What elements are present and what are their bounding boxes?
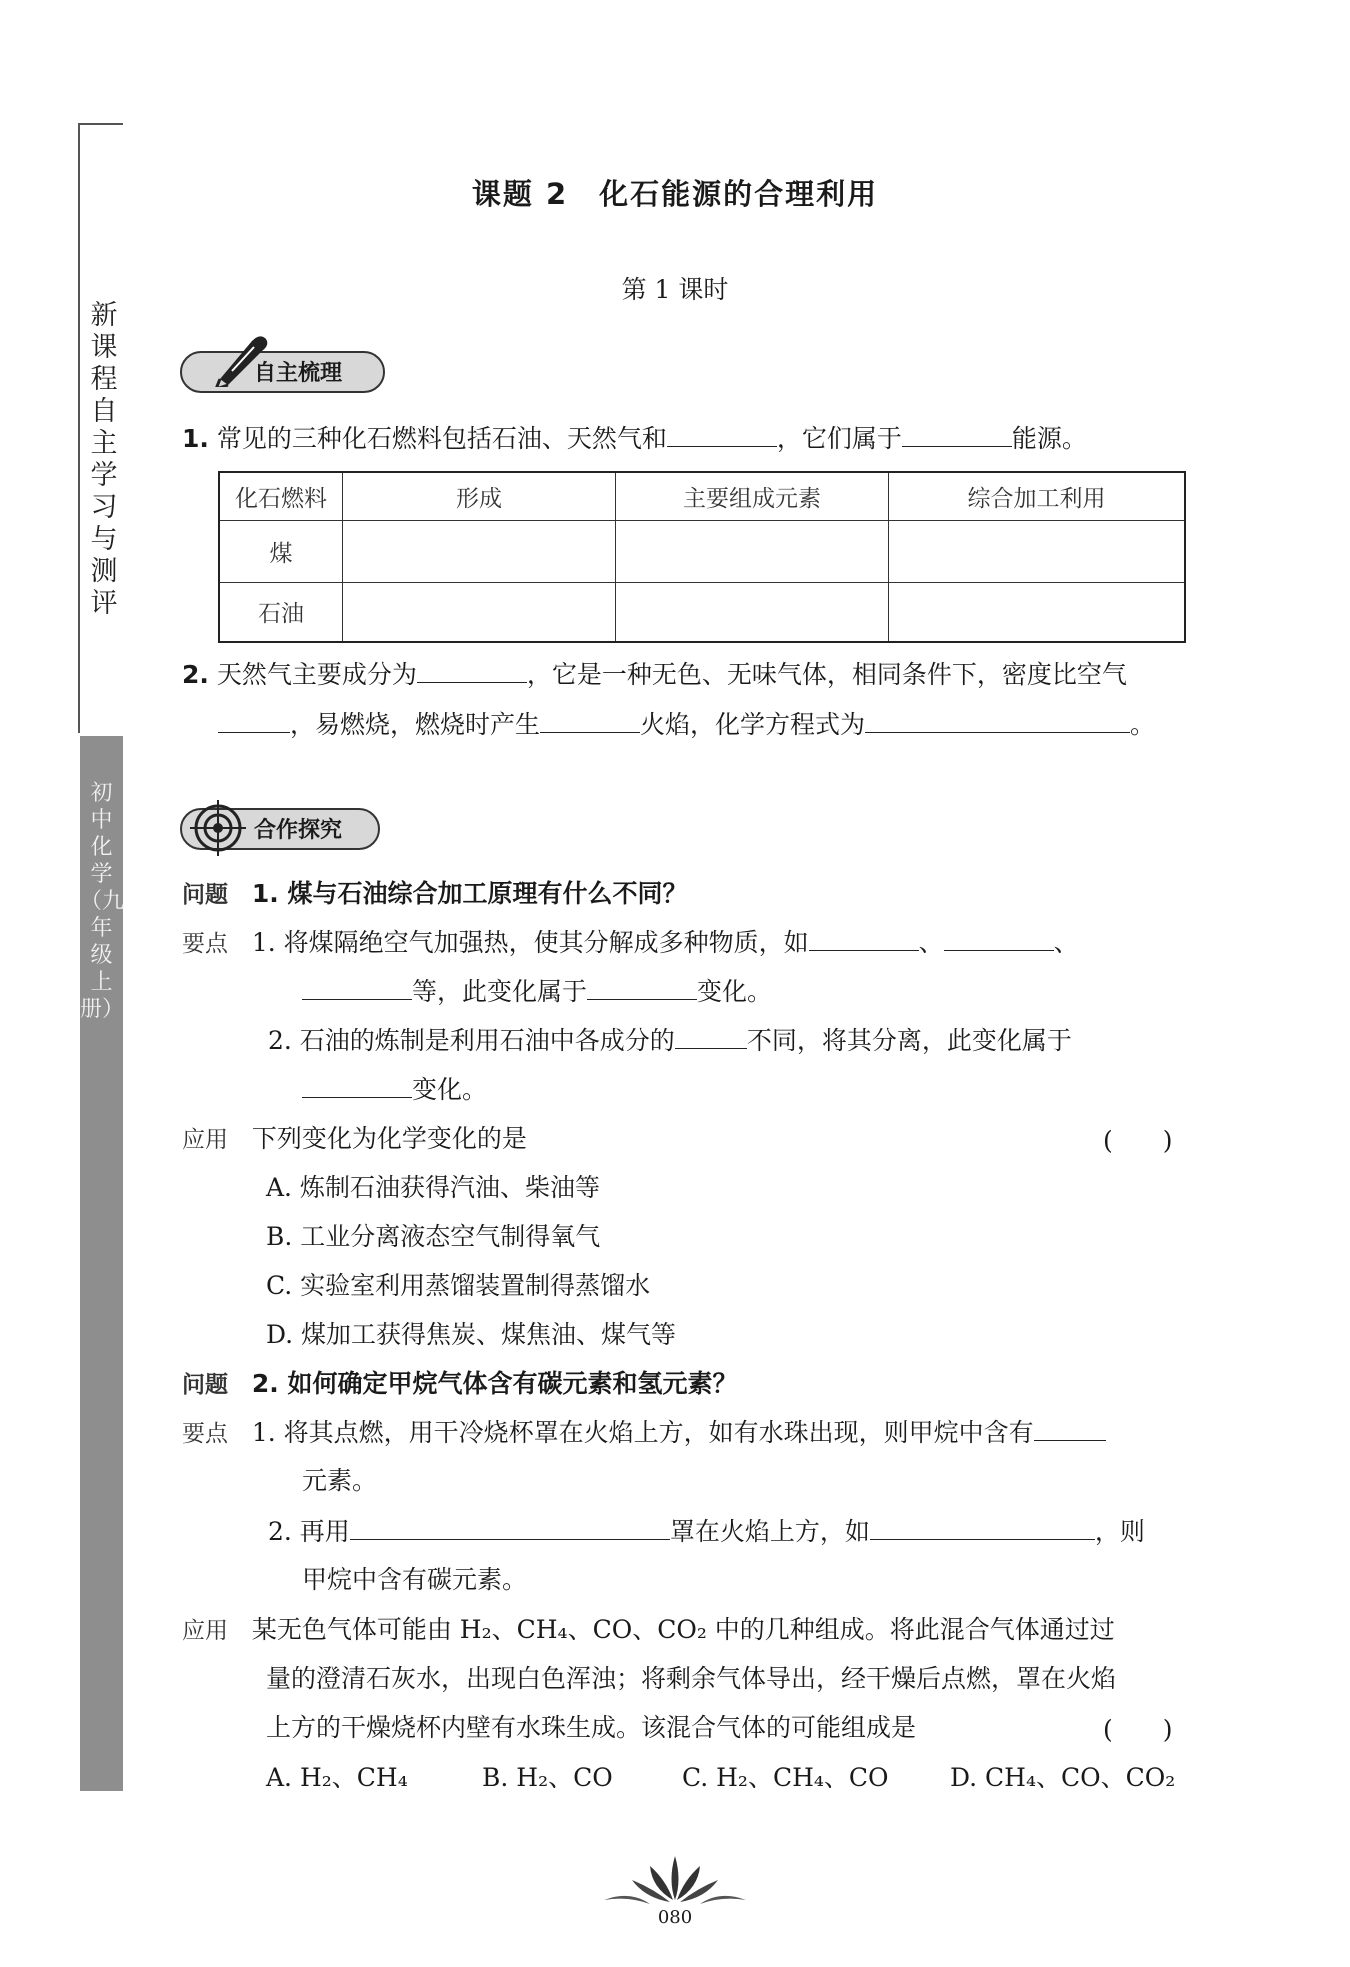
answer-blank[interactable] — [1034, 1414, 1106, 1441]
key-point-2-line-1 — [268, 1513, 1145, 1550]
problem-tag: 问题 — [182, 882, 228, 908]
key-point-2-line-1 — [268, 1022, 1072, 1059]
application-text: 某无色气体可能由 H₂、CH₄、CO、CO₂ 中的几种组成。将此混合气体通过过 — [251, 1615, 1115, 1644]
question-text: 。 — [1130, 710, 1156, 739]
key-point-1-line-1 — [182, 1414, 1106, 1452]
sidebar-subject: 初中化学（九年级上册） — [80, 781, 125, 1022]
fossil-fuel-table — [218, 471, 1186, 643]
answer-blank[interactable] — [667, 420, 777, 447]
answer-blank[interactable] — [870, 1513, 1095, 1540]
pen-icon — [202, 327, 272, 387]
problem-tag: 问题 — [182, 1372, 228, 1398]
question-text: 天然气主要成分为 — [216, 660, 417, 689]
application-tag: 应用 — [182, 1618, 228, 1644]
key-point-1-line-1 — [182, 924, 1079, 962]
answer-parentheses[interactable]: ( ) — [1103, 1126, 1173, 1155]
page-number: 080 — [657, 1907, 693, 1928]
table-header: 化石燃料 — [219, 472, 343, 520]
key-point-text: ，则 — [1094, 1517, 1145, 1546]
question-text: ，它们属于 — [776, 424, 902, 453]
table-cell-input[interactable] — [343, 520, 616, 582]
sidebar-book-title: 新课程自主学习与测评 — [90, 300, 118, 619]
table-header: 综合加工利用 — [889, 472, 1186, 520]
key-point-text: 罩在火焰上方，如 — [669, 1517, 870, 1546]
problem-1 — [182, 876, 687, 913]
answer-blank[interactable] — [350, 1513, 670, 1540]
application-2-line-3: 上方的干燥烧杯内壁有水珠生成。该混合气体的可能组成是 — [266, 1713, 917, 1742]
option-b[interactable]: B. H₂、CO — [482, 1763, 613, 1792]
lesson-subtitle: 第 1 课时 — [621, 275, 729, 304]
table-row — [219, 520, 1185, 582]
answer-blank[interactable] — [944, 924, 1054, 951]
section-badge-label: 合作探究 — [254, 818, 343, 843]
table-cell-input[interactable] — [616, 520, 889, 582]
page-title: 课题 2 化石能源的合理利用 — [471, 177, 879, 211]
application-tag: 应用 — [182, 1127, 228, 1153]
target-icon — [190, 800, 246, 856]
question-number: 1. — [182, 424, 209, 453]
problem-2 — [182, 1366, 737, 1403]
answer-blank[interactable] — [865, 706, 1130, 733]
application-text: 下列变化为化学变化的是 — [251, 1124, 527, 1153]
answer-parentheses[interactable]: ( ) — [1103, 1715, 1173, 1744]
key-point-1-line-2: 元素。 — [302, 1466, 378, 1495]
option-a[interactable]: A. H₂、CH₄ — [266, 1763, 408, 1792]
answer-blank[interactable] — [417, 656, 527, 683]
section-badge-self-study — [180, 351, 385, 393]
option-c[interactable]: C. H₂、CH₄、CO — [682, 1763, 889, 1792]
answer-blank[interactable] — [902, 420, 1012, 447]
key-point-text: 、 — [1053, 928, 1079, 957]
question-2-line-2 — [218, 706, 1155, 743]
table-cell-input[interactable] — [889, 582, 1186, 642]
key-point-1-line-2 — [302, 973, 772, 1010]
key-point-text: 变化。 — [412, 1075, 488, 1104]
key-point-2-line-2 — [302, 1071, 487, 1108]
option-b[interactable]: B. 工业分离液态空气制得氧气 — [266, 1222, 601, 1251]
question-2-line-1 — [182, 656, 1127, 693]
key-point-text: 等，此变化属于 — [412, 977, 588, 1006]
answer-blank[interactable] — [302, 973, 412, 1000]
application-2-line-1 — [182, 1612, 1115, 1649]
problem-text: 2. 如何确定甲烷气体含有碳元素和氢元素？ — [251, 1369, 738, 1398]
answer-blank[interactable] — [540, 706, 640, 733]
table-row-label: 煤 — [219, 520, 343, 582]
table-header: 主要组成元素 — [616, 472, 889, 520]
answer-blank[interactable] — [302, 1071, 412, 1098]
key-point-text: 不同，将其分离，此变化属于 — [746, 1026, 1072, 1055]
question-text: ，它是一种无色、无味气体，相同条件下，密度比空气 — [526, 660, 1127, 689]
key-point-text: 变化。 — [697, 977, 773, 1006]
sidebar-rule — [78, 123, 80, 733]
answer-blank[interactable] — [675, 1022, 747, 1049]
answer-blank[interactable] — [587, 973, 697, 1000]
key-point-text: 2. 再用 — [268, 1517, 350, 1546]
key-point-text: 、 — [918, 928, 944, 957]
option-a[interactable]: A. 炼制石油获得汽油、柴油等 — [266, 1173, 600, 1202]
application-2-line-2: 量的澄清石灰水，出现白色浑浊；将剩余气体导出，经干燥后点燃，罩在火焰 — [266, 1664, 1117, 1693]
question-text: 火焰，化学方程式为 — [640, 710, 866, 739]
section-badge-cooperative — [180, 808, 380, 850]
key-point-tag: 要点 — [182, 1421, 228, 1447]
footer-ornament-icon — [600, 1850, 750, 1908]
key-point-2-line-2: 甲烷中含有碳元素。 — [302, 1565, 528, 1594]
problem-text: 1. 煤与石油综合加工原理有什么不同？ — [251, 879, 688, 908]
key-point-text: 1. 将煤隔绝空气加强热，使其分解成多种物质，如 — [251, 928, 809, 957]
table-cell-input[interactable] — [889, 520, 1186, 582]
table-cell-input[interactable] — [343, 582, 616, 642]
table-cell-input[interactable] — [616, 582, 889, 642]
key-point-text: 1. 将其点燃，用干冷烧杯罩在火焰上方，如有水珠出现，则甲烷中含有 — [251, 1418, 1034, 1447]
answer-blank[interactable] — [218, 706, 290, 733]
section-badge-label: 自主梳理 — [254, 361, 343, 386]
option-c[interactable]: C. 实验室利用蒸馏装置制得蒸馏水 — [266, 1271, 651, 1300]
question-text: 能源。 — [1011, 424, 1087, 453]
table-row-label: 石油 — [219, 582, 343, 642]
question-number: 2. — [182, 660, 209, 689]
table-row — [219, 582, 1185, 642]
option-d[interactable]: D. 煤加工获得焦炭、煤焦油、煤气等 — [266, 1320, 677, 1349]
key-point-tag: 要点 — [182, 931, 228, 957]
question-text: 常见的三种化石燃料包括石油、天然气和 — [216, 424, 667, 453]
sidebar-top-rule — [78, 123, 123, 125]
application-1 — [182, 1121, 527, 1158]
option-d[interactable]: D. CH₄、CO、CO₂ — [950, 1763, 1176, 1792]
table-header: 形成 — [343, 472, 616, 520]
question-text: ，易燃烧，燃烧时产生 — [290, 710, 541, 739]
question-1 — [182, 420, 1087, 457]
answer-blank[interactable] — [809, 924, 919, 951]
table-header-row — [219, 472, 1185, 520]
key-point-text: 2. 石油的炼制是利用石油中各成分的 — [268, 1026, 675, 1055]
